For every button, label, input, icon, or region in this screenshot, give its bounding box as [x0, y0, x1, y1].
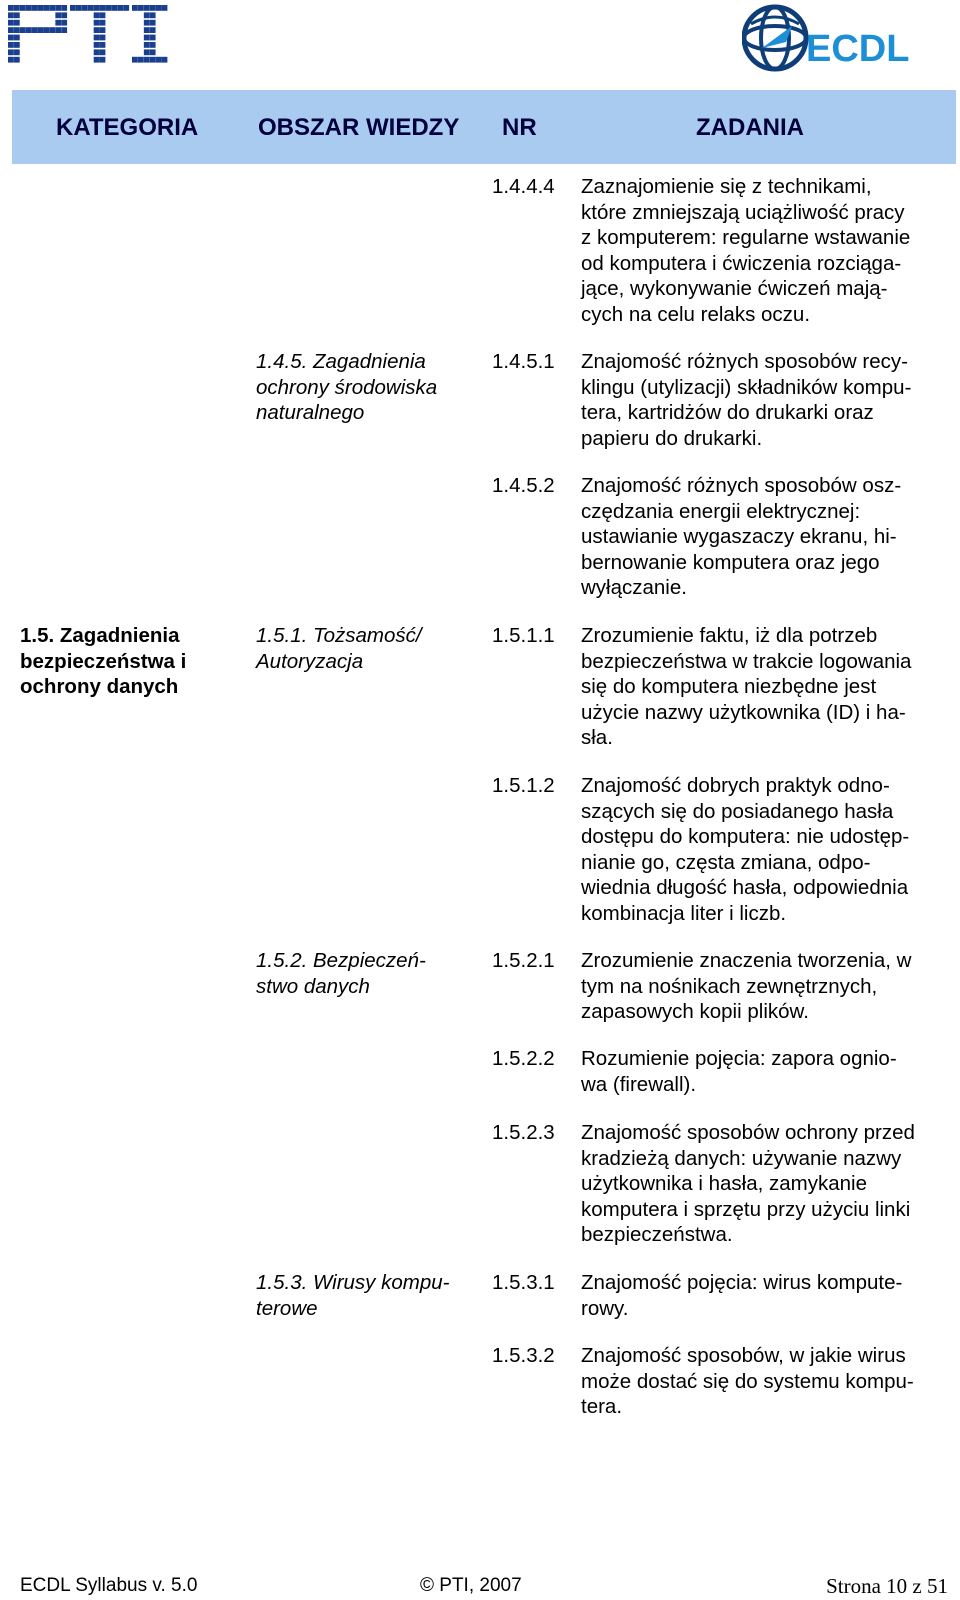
column-header-nr: NR: [502, 114, 537, 141]
column-header-zadania: ZADANIA: [696, 114, 804, 141]
task-description: Znajomość pojęcia: wirus kompute- rowy.: [581, 1271, 903, 1320]
footer-copyright: © PTI, 2007: [420, 1575, 522, 1596]
task-number: 1.5.2.3: [492, 1121, 555, 1144]
knowledge-area: 1.5.2. Bezpieczeń- stwo danych: [256, 949, 426, 998]
footer-syllabus-version: ECDL Syllabus v. 5.0: [20, 1575, 198, 1596]
knowledge-area: 1.4.5. Zagadnienia ochrony środowiska naturalnego: [256, 350, 438, 425]
task-description: Znajomość sposobów ochrony przed kradzieżą danych: używanie nazwy użytkownika i hasła, zamykanie komputera i sprzętu przy użyciu linki bezpieczeństwa.: [581, 1121, 915, 1247]
pti-logo: [8, 4, 184, 66]
footer-page-number: Strona 10 z 51: [826, 1574, 948, 1598]
task-number: 1.5.1.1: [492, 624, 555, 647]
task-number: 1.5.3.2: [492, 1344, 555, 1367]
task-description: Znajomość różnych sposobów osz- czędzania energii elektrycznej: ustawianie wygaszaczy ekranu, hi- bernowanie komputera oraz jego wyłączanie.: [581, 474, 902, 600]
category: 1.5. Zagadnienia bezpieczeństwa i ochrony danych: [20, 624, 187, 699]
task-number: 1.5.2.1: [492, 949, 555, 972]
task-description: Znajomość dobrych praktyk odno- szących się do posiadanego hasła dostępu do komputera: nie udostęp- nianie go, częsta zmiana, odpo- wiednia długość hasła, odpowiednia kombinacja liter i liczb.: [581, 774, 910, 925]
task-description: Znajomość różnych sposobów recy- klingu (utylizacji) składników kompu- tera, kartridżów do drukarki oraz papieru do drukarki.: [581, 350, 912, 450]
task-number: 1.4.5.1: [492, 350, 555, 373]
column-header-obszar-wiedzy: OBSZAR WIEDZY: [258, 114, 460, 141]
task-number: 1.5.2.2: [492, 1047, 555, 1070]
knowledge-area: 1.5.1. Tożsamość/ Autoryzacja: [256, 624, 422, 673]
task-description: Zrozumienie faktu, iż dla potrzeb bezpieczeństwa w trakcie logowania się do komputera niezbędne jest użycie nazwy użytkownika (ID) i ha- sła.: [581, 624, 912, 750]
column-header-kategoria: KATEGORIA: [56, 114, 199, 141]
task-number: 1.4.5.2: [492, 474, 555, 497]
task-description: Znajomość sposobów, w jakie wirus może dostać się do systemu kompu- tera.: [581, 1344, 914, 1419]
task-description: Rozumienie pojęcia: zapora ognio- wa (firewall).: [581, 1047, 897, 1096]
knowledge-area: 1.5.3. Wirusy kompu- terowe: [256, 1271, 450, 1320]
task-number: 1.5.1.2: [492, 774, 555, 797]
task-number: 1.4.4.4: [492, 175, 555, 198]
task-description: Zaznajomienie się z technikami, które zmniejszają uciążliwość pracy z komputerem: regularne wstawanie od komputera i ćwiczenia rozciąga- jące, wykonywanie ćwiczeń mają- cych na celu relaks oczu.: [581, 175, 911, 326]
task-number: 1.5.3.1: [492, 1271, 555, 1294]
task-description: Zrozumienie znaczenia tworzenia, w tym na nośnikach zewnętrznych, zapasowych kopii plików.: [581, 949, 912, 1024]
ecdl-logo-text: ECDL: [806, 28, 910, 70]
